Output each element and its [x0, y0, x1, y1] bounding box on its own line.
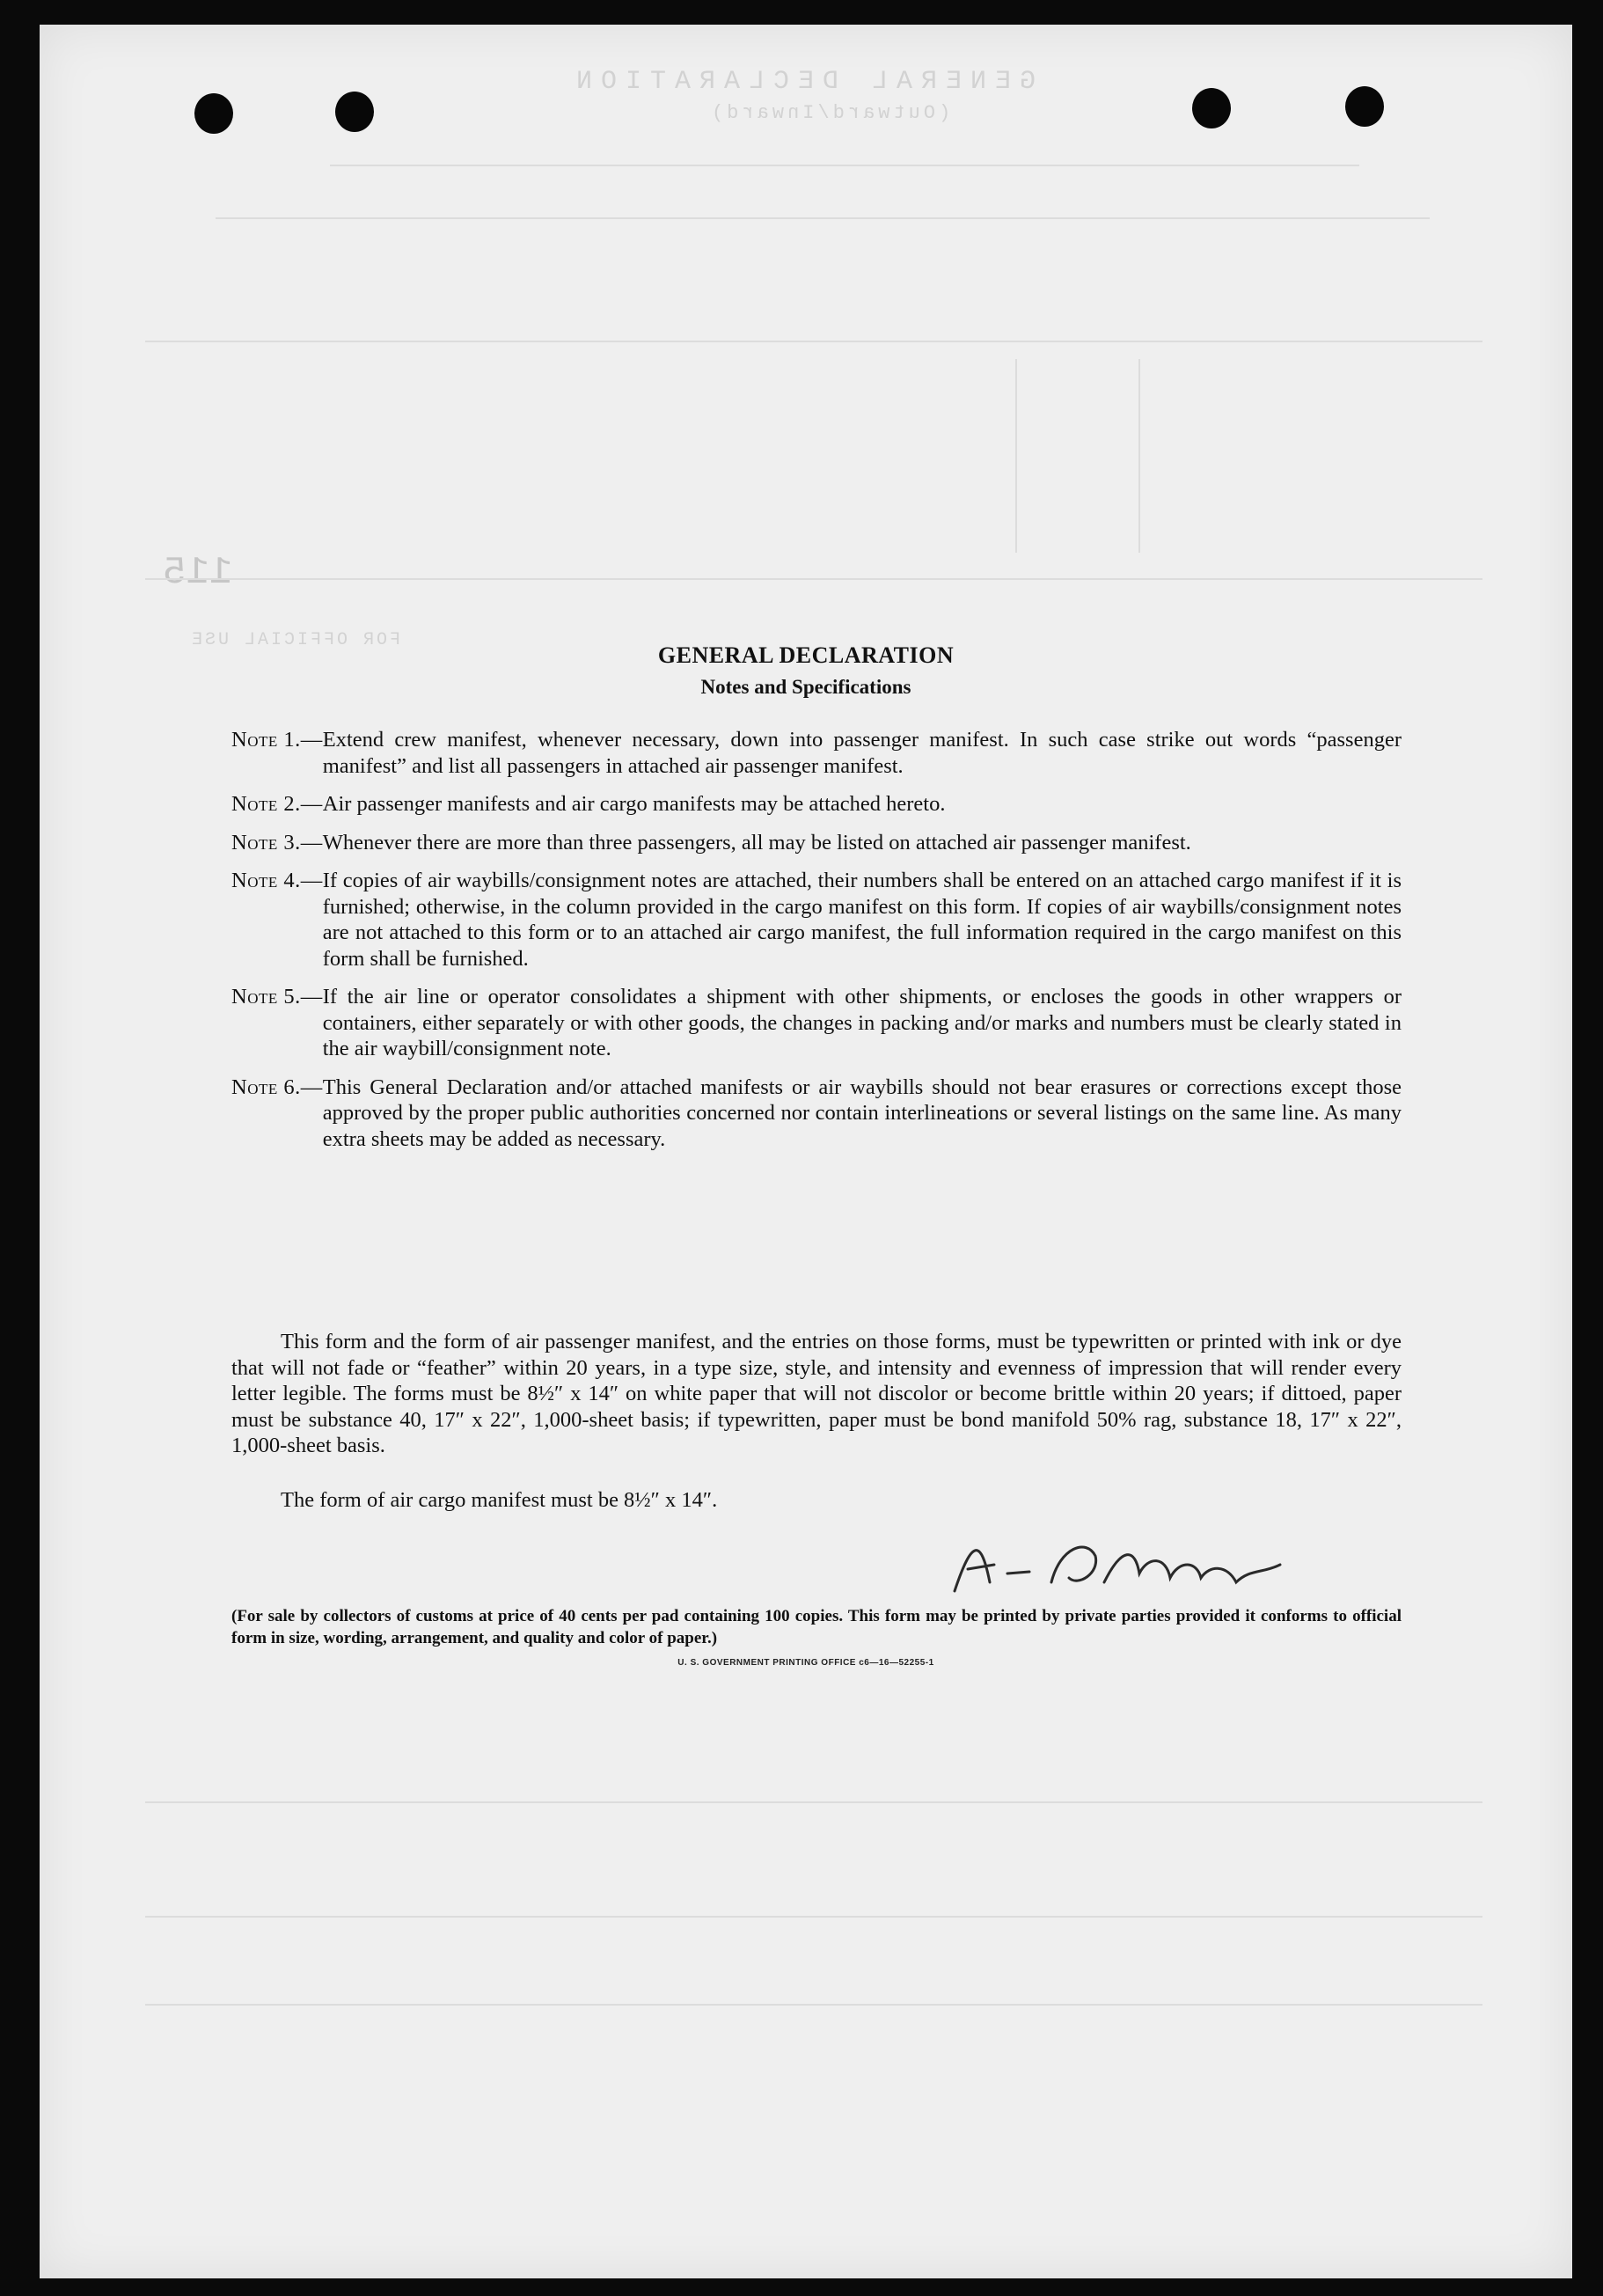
- note-6: [231, 1075, 1402, 1153]
- note-text: Air passenger manifests and air cargo manifests may be attached hereto.: [322, 792, 946, 816]
- note-2: [231, 791, 1402, 818]
- punch-hole-1: [194, 93, 233, 134]
- note-label: Note 1.—: [231, 728, 323, 752]
- note-5: [231, 984, 1402, 1062]
- note-text: If the air line or operator consolidates a shipment with other shipments, or encloses the goods in other wrappers or containers, either separately or with other goods, the changes in packing and/or marks and numbers must be clearly stated in the air waybill/consignment note.: [322, 985, 1402, 1060]
- note-text: Whenever there are more than three passengers, all may be listed on attached air passenger manifest.: [322, 830, 1191, 855]
- note-label: Note 3.—: [231, 830, 323, 855]
- note-label: Note 2.—: [231, 792, 323, 816]
- printer-line: U. S. GOVERNMENT PRINTING OFFICE c6—16—52255-1: [677, 1658, 934, 1668]
- punch-hole-2: [335, 92, 374, 132]
- handwritten-signature: [946, 1521, 1315, 1604]
- sale-note: (For sale by collectors of customs at price of 40 cents per pad containing 100 copies. This form may be printed by private parties provided it conforms to official form in size, wording, arrangement, and quality and color of paper.): [231, 1607, 1402, 1647]
- note-label: Note 5.—: [231, 985, 323, 1009]
- note-1: [231, 727, 1402, 779]
- note-3: [231, 830, 1402, 856]
- document-page: [40, 25, 1572, 2278]
- cargo-manifest-size-note: The form of air cargo manifest must be 8½″ x 14″.: [281, 1488, 718, 1512]
- note-label: Note 6.—: [231, 1075, 323, 1099]
- bleed-through-page-number: 115: [163, 551, 233, 595]
- note-text: This General Declaration and/or attached manifests or air waybills should not bear erasures or corrections except those approved by the proper public authorities concerned nor contain interlineations or several listings on the same line. As many extra sheets may be added as necessary.: [322, 1075, 1402, 1151]
- punch-hole-3: [1192, 88, 1231, 128]
- note-label: Note 4.—: [231, 869, 323, 892]
- document-subtitle: Notes and Specifications: [700, 676, 911, 698]
- bleed-through-header: GENERAL DECLARATION: [567, 67, 1036, 97]
- bleed-through-subheader: (Outward/Inward): [708, 102, 951, 124]
- punch-hole-4: [1345, 86, 1384, 127]
- note-text: Extend crew manifest, whenever necessary, down into passenger manifest. In such case strike out words “passenger manifest” and list all passengers in attached air passenger manifest.: [322, 728, 1402, 778]
- note-4: [231, 868, 1402, 972]
- note-text: If copies of air waybills/consignment notes are attached, their numbers shall be entered on an attached cargo manifest if it is furnished; otherwise, in the column provided in the cargo manifest on this form. If copies of air waybills/consignment notes are not attached to this form or to an attached air cargo manifest, the full information required in the cargo manifest on this form shall be furnished.: [322, 869, 1402, 971]
- document-title: GENERAL DECLARATION: [657, 642, 955, 668]
- bleed-through-official-use: FOR OFFICIAL USE: [189, 630, 401, 650]
- specification-paragraph: This form and the form of air passenger manifest, and the entries on those forms, must be typewritten or printed with ink or dye that will not fade or “feather” within 20 years, in a type size, style, and intensity and evenness of impression that will render every letter legible. The forms must be 8½″ x 14″ on white paper that will not discolor or become brittle within 20 years; if dittoed, paper must be substance 40, 17″ x 22″, 1,000-sheet basis; if typewritten, paper must be bond manifold 50% rag, substance 18, 17″ x 22″, 1,000-sheet basis.: [231, 1330, 1402, 1457]
- notes-list: [231, 727, 1402, 1164]
